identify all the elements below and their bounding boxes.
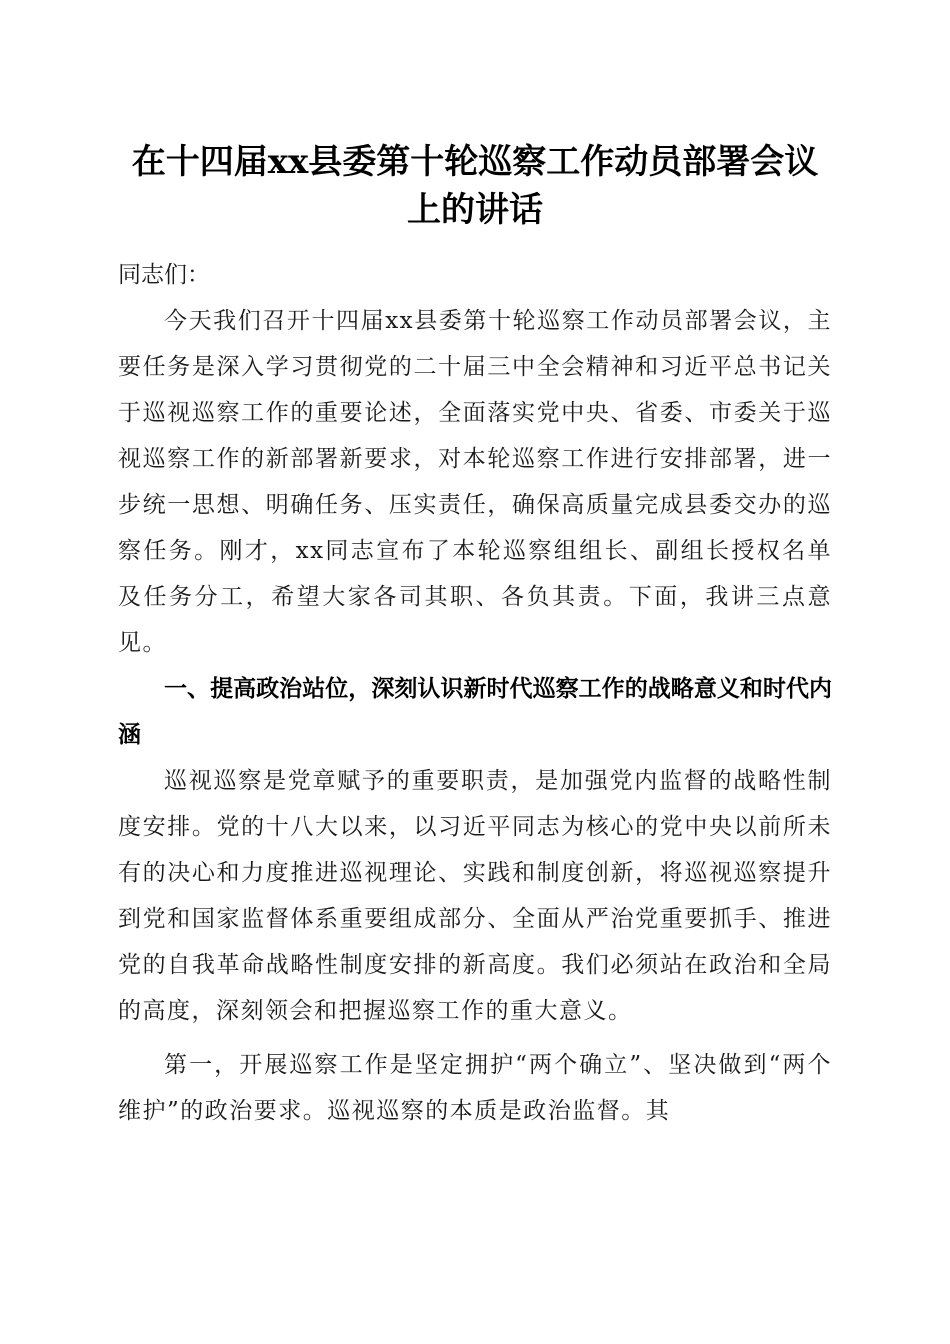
paragraph-significance: 巡视巡察是党章赋予的重要职责，是加强党内监督的战略性制度安排。党的十八大以来，以习近平同志为核心的党中央以前所未有的决心和力度推进巡视理论、实践和制度创新，将巡视巡察提升到党和国家监督体系重要组成部分、全面从严治党重要抓手、推进党的自我革命战略性制度安排的新高度。我们必须站在政治和全局的高度，深刻领会和把握巡察工作的重大意义。 [118, 768, 832, 1024]
document-body [118, 252, 832, 1134]
salutation: 同志们： [118, 262, 210, 288]
paragraph-opening: 今天我们召开十四届xx县委第十轮巡察工作动员部署会议，主要任务是深入学习贯彻党的二十届三中全会精神和习近平总书记关于巡视巡察工作的重要论述，全面落实党中央、省委、市委关于巡视巡察工作的新部署新要求，对本轮巡察工作进行安排部署，进一步统一思想、明确任务、压实责任，确保高质量完成县委交办的巡察任务。刚才，xx同志宣布了本轮巡察组组长、副组长授权名单及任务分工，希望大家各司其职、各负其责。下面，我讲三点意见。 [118, 308, 832, 656]
section-heading-1: 一、提高政治站位，深刻认识新时代巡察工作的战略意义和时代内涵 [118, 676, 832, 748]
document-title: 在十四届xx县委第十轮巡察工作动员部署会议上的讲话 [131, 142, 819, 230]
paragraph-first-point: 第一，开展巡察工作是坚定拥护“两个确立”、坚决做到“两个维护”的政治要求。巡视巡察的本质是政治监督。其 [118, 1052, 832, 1124]
paragraph-gap [118, 1034, 832, 1042]
